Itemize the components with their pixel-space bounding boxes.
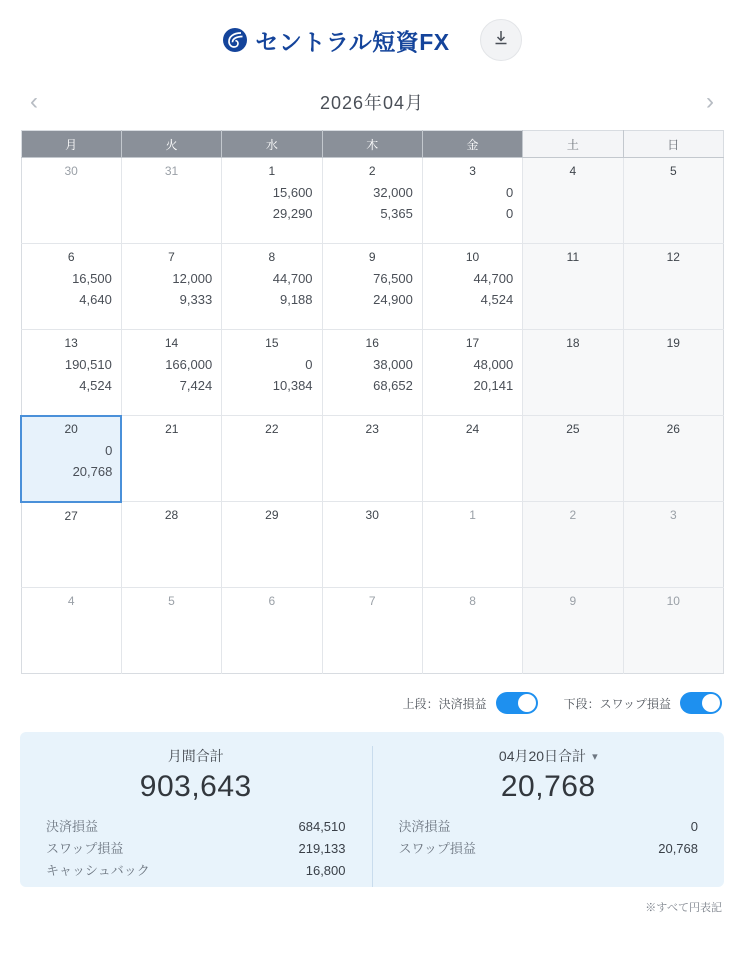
settlement-pnl-amount: 16,500	[72, 271, 112, 286]
calendar-day-number: 17	[465, 336, 480, 350]
summary-row-key: スワップ損益	[398, 841, 476, 856]
settlement-pnl-amount: 15,600	[272, 185, 313, 200]
settlement-pnl-amount: 48,000	[473, 357, 514, 372]
calendar-day-number: 20	[64, 421, 78, 436]
swap-pnl-amount: 29,290	[272, 206, 313, 221]
calendar-day-cell[interactable]	[322, 588, 422, 674]
swap-pnl-amount: 5,365	[380, 206, 413, 221]
calendar-day-number: 23	[365, 422, 379, 436]
settlement-pnl-amount: 12,000	[172, 271, 213, 286]
summary-row	[46, 838, 346, 860]
calendar-day-number: 15	[265, 336, 279, 350]
weekday-header-fri: 金	[422, 131, 522, 158]
swap-pnl-amount: 9,333	[179, 292, 213, 307]
swap-pnl-amount: 24,900	[373, 292, 413, 307]
daily-summary	[372, 746, 725, 887]
daily-summary-total: 20,768	[500, 770, 596, 803]
calendar-day-cell[interactable]	[222, 502, 322, 588]
summary-row	[46, 816, 346, 838]
calendar-day-number: 28	[164, 508, 179, 522]
calendar-week-row	[21, 588, 724, 674]
calendar-day-cell[interactable]	[121, 588, 221, 674]
settlement-pnl-amount: 190,510	[64, 357, 112, 372]
swap-pnl-amount: 10,384	[272, 378, 313, 393]
settlement-pnl-amount: 38,000	[373, 357, 413, 372]
calendar-day-cell[interactable]	[623, 416, 723, 502]
calendar-day-cell[interactable]	[623, 502, 723, 588]
swap-pnl-amount: 4,640	[79, 292, 112, 307]
swap-pnl-amount: 20,141	[473, 378, 514, 393]
calendar-week-row	[21, 158, 724, 244]
profit-calendar	[20, 130, 724, 674]
settlement-pnl-amount: 166,000	[165, 357, 213, 372]
swap-pnl-amount: 4,524	[480, 292, 514, 307]
calendar-day-number: 22	[265, 422, 279, 436]
month-navigation	[0, 80, 744, 124]
calendar-day-number: 8	[268, 250, 276, 264]
summary-row-value: 684,510	[298, 819, 346, 834]
summary-row	[399, 816, 699, 838]
daily-summary-rows	[399, 816, 699, 860]
calendar-day-cell[interactable]	[422, 158, 522, 244]
calendar-day-number: 4	[569, 164, 577, 178]
calendar-day-cell[interactable]	[322, 416, 422, 502]
calendar-day-number: 27	[64, 508, 78, 523]
calendar-week-row	[21, 416, 724, 502]
summary-row-key: 決済損益	[46, 819, 99, 834]
calendar-day-number: 3	[469, 164, 476, 178]
summary-row-value: 0	[690, 819, 698, 834]
summary-row-value: 16,800	[305, 863, 346, 878]
calendar-day-cell[interactable]	[121, 158, 221, 244]
summary-row-key: 決済損益	[398, 819, 451, 834]
brand-title: セントラル短資FX	[255, 28, 450, 55]
swap-pnl-amount: 0	[505, 206, 514, 221]
calendar-day-number: 2	[368, 164, 376, 178]
calendar-day-number: 5	[669, 164, 677, 178]
page-title: 2026年04月	[319, 93, 425, 113]
calendar-day-cell[interactable]	[523, 330, 623, 416]
swap-pnl-amount: 20,768	[72, 463, 113, 479]
calendar-day-cell[interactable]	[623, 244, 723, 330]
calendar-day-number: 6	[268, 594, 276, 608]
calendar-day-cell[interactable]	[222, 158, 322, 244]
calendar-day-number: 5	[168, 594, 175, 608]
weekday-header-sat: 土	[523, 131, 623, 158]
settlement-pnl-amount: 76,500	[373, 271, 413, 286]
settlement-pnl-amount: 32,000	[373, 185, 413, 200]
toggle-label-swap: 下段：スワップ損益	[563, 696, 671, 711]
summary-row-key: スワップ損益	[46, 841, 124, 856]
weekday-header-tue: 火	[121, 131, 221, 158]
download-button[interactable]	[480, 19, 522, 61]
toggle-knob	[702, 694, 720, 712]
calendar-day-cell[interactable]	[322, 502, 422, 588]
calendar-day-number: 19	[666, 336, 680, 350]
settlement-pnl-amount: 0	[505, 185, 514, 200]
calendar-day-cell[interactable]	[422, 330, 522, 416]
calendar-day-cell[interactable]	[121, 330, 221, 416]
calendar-week-row	[21, 244, 724, 330]
calendar-day-number: 12	[666, 250, 680, 264]
summary-row-value: 219,133	[298, 841, 346, 856]
calendar-day-cell[interactable]	[21, 588, 121, 674]
calendar-day-cell[interactable]	[121, 502, 221, 588]
calendar-day-cell[interactable]	[21, 158, 121, 244]
chevron-down-icon[interactable]: ▾	[592, 750, 598, 763]
chevron-right-icon[interactable]: ›	[705, 88, 714, 115]
calendar-day-number: 3	[669, 508, 677, 522]
calendar-day-number: 8	[469, 594, 476, 608]
calendar-day-cell[interactable]	[523, 244, 623, 330]
calendar-day-number: 6	[67, 250, 75, 264]
calendar-day-number: 21	[165, 422, 179, 436]
swap-pnl-amount: 7,424	[179, 378, 213, 393]
calendar-day-number: 26	[666, 422, 680, 436]
monthly-summary-label: 月間合計	[167, 748, 224, 764]
calendar-day-cell[interactable]	[222, 330, 322, 416]
chevron-left-icon[interactable]: ‹	[30, 88, 38, 115]
calendar-day-cell[interactable]	[21, 502, 121, 588]
monthly-summary	[20, 746, 372, 887]
settlement-pnl-amount: 0	[305, 357, 313, 372]
calendar-day-cell[interactable]	[523, 588, 623, 674]
weekday-header-sun: 日	[623, 131, 723, 158]
calendar-day-number: 29	[265, 508, 279, 522]
toggle-group-swap	[564, 692, 722, 714]
calendar-day-number: 18	[566, 336, 580, 350]
calendar-day-number: 1	[268, 164, 276, 178]
calendar-day-number: 11	[566, 250, 580, 264]
weekday-header-thu: 木	[322, 131, 422, 158]
calendar-day-cell[interactable]	[121, 244, 221, 330]
summary-row-key: キャッシュバック	[46, 863, 150, 878]
app-header	[0, 0, 744, 80]
swap-pnl-amount: 4,524	[79, 378, 112, 393]
calendar-day-number: 10	[666, 594, 680, 608]
brand	[222, 24, 449, 57]
calendar-day-number: 30	[365, 508, 379, 522]
toggle-settlement-pnl[interactable]	[496, 692, 538, 714]
display-toggles	[0, 674, 744, 714]
calendar-day-cell[interactable]	[422, 502, 522, 588]
calendar-day-number: 4	[67, 594, 75, 608]
calendar-day-cell[interactable]	[21, 416, 121, 502]
daily-summary-label: 04月20日合計	[498, 748, 587, 764]
calendar-day-cell[interactable]	[121, 416, 221, 502]
calendar-day-number: 1	[469, 508, 476, 522]
footnote: ※すべて円表記	[645, 902, 722, 914]
calendar-day-number: 7	[368, 594, 376, 608]
daily-summary-title[interactable]	[399, 746, 699, 766]
calendar-day-number: 7	[168, 250, 175, 264]
swap-pnl-amount: 68,652	[373, 378, 413, 393]
calendar-header-row	[21, 131, 724, 158]
summary-panel	[20, 732, 724, 887]
calendar-day-number: 9	[569, 594, 577, 608]
swap-pnl-amount: 9,188	[279, 292, 313, 307]
calendar-day-cell[interactable]	[222, 416, 322, 502]
calendar-day-number: 25	[566, 422, 580, 436]
summary-row-value: 20,768	[658, 841, 698, 856]
calendar-day-cell[interactable]	[322, 158, 422, 244]
calendar-day-cell[interactable]	[623, 158, 723, 244]
calendar-day-number: 9	[368, 250, 376, 264]
calendar-day-cell[interactable]	[222, 244, 322, 330]
calendar-day-cell[interactable]	[222, 588, 322, 674]
calendar-day-number: 14	[164, 336, 179, 350]
calendar-week-row	[21, 330, 724, 416]
calendar-day-cell[interactable]	[322, 244, 422, 330]
calendar-day-number: 16	[365, 336, 379, 350]
calendar-day-number: 13	[64, 336, 78, 350]
calendar-day-cell[interactable]	[322, 330, 422, 416]
download-icon	[492, 29, 510, 52]
weekday-header-mon: 月	[21, 131, 121, 158]
toggle-group-settlement	[403, 692, 538, 714]
monthly-summary-rows	[46, 816, 346, 882]
calendar-day-cell[interactable]	[523, 416, 623, 502]
calendar-day-cell[interactable]	[623, 330, 723, 416]
settlement-pnl-amount: 44,700	[272, 271, 313, 286]
calendar-day-number: 10	[465, 250, 480, 264]
spiral-logo-icon	[222, 27, 248, 53]
summary-row	[46, 860, 346, 882]
calendar-day-cell[interactable]	[523, 158, 623, 244]
toggle-knob	[518, 694, 536, 712]
toggle-label-settlement: 上段：決済損益	[402, 696, 487, 711]
calendar-week-row	[21, 502, 724, 588]
calendar-day-cell[interactable]	[623, 588, 723, 674]
calendar-day-cell[interactable]	[21, 330, 121, 416]
settlement-pnl-amount: 0	[105, 442, 113, 458]
monthly-summary-title	[46, 746, 346, 766]
calendar-day-number: 31	[164, 164, 179, 178]
calendar-day-number: 30	[64, 164, 78, 178]
monthly-summary-total: 903,643	[139, 770, 252, 803]
calendar-day-number: 2	[569, 508, 577, 522]
calendar-day-cell[interactable]	[422, 588, 522, 674]
calendar-day-cell[interactable]	[422, 244, 522, 330]
toggle-swap-pnl[interactable]	[680, 692, 722, 714]
weekday-header-wed: 水	[222, 131, 322, 158]
calendar-day-cell[interactable]	[21, 244, 121, 330]
summary-row	[399, 838, 699, 860]
settlement-pnl-amount: 44,700	[473, 271, 514, 286]
calendar-day-cell[interactable]	[422, 416, 522, 502]
calendar-day-cell[interactable]	[523, 502, 623, 588]
calendar-day-number: 24	[465, 422, 480, 436]
